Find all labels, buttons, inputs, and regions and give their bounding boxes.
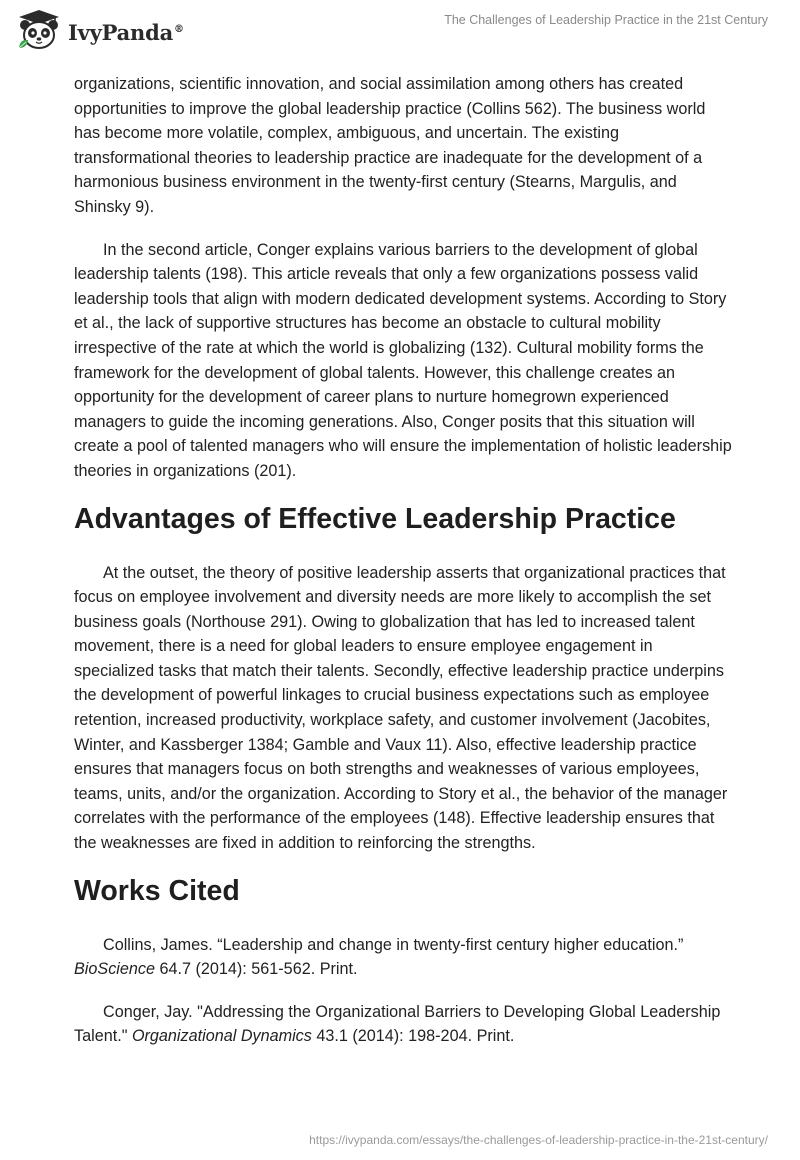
document-title: The Challenges of Leadership Practice in the 21st Century	[444, 13, 768, 27]
page-header	[0, 0, 800, 70]
source-url-link[interactable]: https://ivypanda.com/essays/the-challenges-of-leadership-practice-in-the-21st-century/	[309, 1133, 768, 1147]
ivypanda-logo[interactable]	[14, 8, 184, 54]
citation-collins: Collins, James. “Leadership and change in twenty-first century higher education.” BioScience 64.7 (2014): 561-562. Print.	[74, 935, 684, 979]
brand-name: IvyPanda®	[68, 19, 184, 45]
paragraph-2: In the second article, Conger explains various barriers to the development of global leadership talents (198). This article reveals that only a few organizations possess valid leadership tools that align with modern dedicated development systems. According to Story et al., the lack of supportive structures has become an obstacle to cultural mobility irrespective of the rate at which the world is globalizing (132). Cultural mobility forms the framework for the development of global talents. However, this challenge creates an opportunity for the development of career plans to nurture homegrown experienced managers to guide the incoming generations. Also, Conger posits that this situation will create a pool of talented managers who will ensure the implementation of holistic leadership theories in organizations (201).	[74, 240, 732, 480]
heading-works-cited: Works Cited	[74, 874, 240, 907]
essay-content	[74, 72, 734, 1067]
heading-advantages: Advantages of Effective Leadership Practice	[74, 502, 676, 535]
journal-title: Organizational Dynamics	[131, 1027, 312, 1046]
citation-conger: Conger, Jay. "Addressing the Organizational Barriers to Developing Global Leadership Talent." Organizational Dynamics 43.1 (2014): 198-204. Print.	[74, 1002, 721, 1046]
panda-logo-icon	[14, 8, 64, 54]
paragraph-3: At the outset, the theory of positive leadership asserts that organizational practices that focus on employee involvement and diversity needs are more likely to accomplish the set business goals (Northouse 291). Owing to globalization that has led to increased talent movement, there is a need for global leaders to ensure employee engagement in specialized tasks that match their talents. Secondly, effective leadership practice underpins the development of powerful linkages to crucial business expectations such as employee retention, increased productivity, workplace safety, and customer involvement (Jacobites, Winter, and Kassberger 1384; Gamble and Vaux 11). Also, effective leadership practice ensures that managers focus on both strengths and weaknesses of various employees, teams, units, and/or the organization. According to Story et al., the behavior of the manager correlates with the performance of the employees (148). Effective leadership ensures that the weaknesses are fixed in addition to reinforcing the strengths.	[74, 563, 728, 853]
journal-title: BioScience	[74, 960, 155, 979]
paragraph-1: organizations, scientific innovation, and social assimilation among others has created opportunities to improve the global leadership practice (Collins 562). The business world has become more volatile, complex, ambiguous, and uncertain. The existing transformational theories to leadership practice are inadequate for the development of a harmonious business environment in the twenty-first century (Stearns, Margulis, and Shinsky 9).	[74, 75, 706, 216]
